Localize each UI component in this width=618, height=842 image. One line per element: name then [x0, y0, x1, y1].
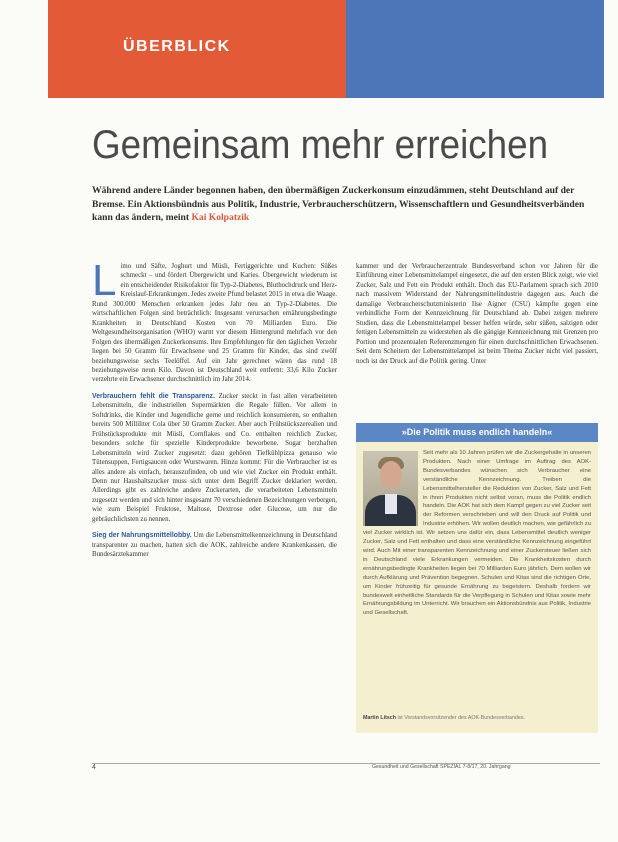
lead-text: Während andere Länder begonnen haben, den übermäßigen Zuckerkonsum einzudämmen, steht Deutschland auf der Bremse. Ein Aktionsbündnis aus Politik, Industrie, Verbraucherschützern, Wissenschaftlern und Gesundheitsverbänden kann das ändern, meint	[92, 185, 585, 223]
paragraph-intro-text: imo und Säfte, Joghurt und Müsli, Fertiggerichte und Kuchen: Süßes schmeckt – und fördert Übergewicht und Karies. Übergewicht wiederum ist ein entscheidender Risikofaktor für Typ-2-Diabetes, Bluthochdruck und Herz-Kreislauf-Erkrankungen. Jedes zweite Pfund belastet 2015 in etwa die Waage. Rund 300.000 Menschen erkranken jedes Jahr neu an Typ-2-Diabetes. Die wirtschaftlichen Folgen sind beträchtlich: Insgesamt verursachen ernährungsbedingte Krankheiten in Deutschland Kosten von 70 Milliarden Euro. Die Weltgesundheitsorganisation (WHO) warnt vor diesem Hintergrund mehrfach vor den Folgen des übermäßigen Zuckerkonsums. Ihre Empfehlungen für den täglichen Verzehr liegen bei 50 Gramm für Erwachsene und 25 Gramm für Kinder, das sind zwölf beziehungsweise sechs Teelöffel. Auf ein Jahr gerechnet wären das rund 18 beziehungsweise neun Kilo. Davon ist Deutschland weit entfernt: 33,6 Kilo Zucker verzehrte ein Erwachsener durchschnittlich im Jahr 2014.	[92, 263, 337, 384]
page-number: 4	[92, 764, 96, 771]
subhead-lobby: Sieg der Nahrungsmittellobby.	[92, 532, 192, 540]
paragraph-column-2: kammer und der Verbraucherzentrale Bundesverband schon vor Jahren für die Einführung einer Lebensmittelampel eingesetzt, die auf den ersten Blick zeigt, wie viel Zucker, Salz und Fett ein Produkt enthält. Doch das EU-Parlament sprach sich 2010 nach massivem Widerstand der Nahrungsmittelindustrie dagegen aus. Auch die damalige Verbraucherschutzministerin Ilse Aigner (CSU) kämpfte gegen eine verbindliche Form der Kennzeichnung für Deutschland ab. Dabei zeigen mehrere Studien, dass die Lebensmittelampel besser helfen würde, sehr süßen, salzigen oder fettigen Lebensmitteln zu widerstehen als die gängige Kennzeichnung mit Grenzen pro Portion und prozentualen Referenzmengen für einen durchschnittlichen Erwachsenen. Seit dem Scheitern der Lebensmittelampel ist beim Thema Zucker nicht viel passiert, noch ist der Druck auf die Politik gering. Unter	[356, 263, 598, 365]
paragraph-intro	[92, 256, 337, 385]
publication-info: Gesundheit und Gesellschaft SPEZIAL 7-8/17, 20. Jahrgang	[372, 764, 511, 770]
quote-box-signature	[363, 715, 591, 721]
quote-box	[356, 423, 598, 733]
article-column-2	[356, 262, 598, 373]
paragraph-lobby-text: Um die Lebensmittelkennzeichnung in Deutschland transparenter zu machen, hatten sich die AOK, zahlreiche andere Krankenkassen, die Bundesärztekammer	[92, 532, 337, 559]
lead-paragraph	[92, 184, 597, 225]
paragraph-transparency-text: Zucker steckt in fast allen verarbeiteten Lebensmitteln, die industriellen Supermärkten die Regale füllen. Vor allem in Softdrinks, die Kinder und Jugendliche gerne und reichlich konsumieren, so enthalten bereits 500 Milliliter Cola über 50 Gramm Zucker. Aber auch Frühstückszerealien und Frühstücksprodukte mit Müsli, Cornflakes und Co. enthalten reichlich Zucker, besonders solche für spezielle Kinderprodukte beworbene. Sogar herzhaften Lebensmitteln wird Zucker zugesetzt: dazu gehören Tiefkühlpizza genauso wie Tütensuppen, Fertigsaucen oder Wurstwaren. Hinzu kommt: Für die Verbraucher ist es alles andere als einfach, herauszufinden, ob und wie viel Zucker ein Produkt enthält. Denn nur Haushaltszucker muss sich unter dem Begriff Zucker deklariert werden. Allerdings gibt es zahlreiche andere Zuckerarten, die verarbeiteten Lebensmitteln zugesetzt werden und sich hinter insgesamt 70 verschiedenen Bezeichnungen verbergen, wie zum Beispiel Fruktose, Maltose, Dextrose oder Glucose, um nur die gebräuchlichsten zu nennen.	[92, 392, 337, 523]
signature-name: Martin Litsch	[363, 715, 396, 721]
dropcap: L	[92, 256, 117, 305]
headline: Gemeinsam mehr erreichen	[92, 123, 549, 167]
footer-rule	[92, 763, 600, 764]
section-label: ÜBERBLICK	[123, 38, 231, 55]
article-column-1	[92, 256, 337, 567]
subhead-transparency: Verbrauchern fehlt die Transparenz.	[92, 392, 215, 400]
quote-box-heading: »Die Politik muss endlich handeln«	[356, 423, 598, 442]
paragraph-transparency	[92, 392, 337, 524]
quote-box-text: Seit mehr als 10 Jahren prüfen wir die Zuckergehalte in unseren Produkten. Nach einer Umfrage im Auftrag des AOK-Bundesverbandes wünschen sich Verbraucher eine verständliche Kennzeichnung. Treiben die Lebensmittelhersteller die Reduktion von Zucker, Salz und Fett in ihren Produkten nicht selbst voran, muss die Politik endlich handeln. Die AOK hat sich dem Kampf gegen zu viel Zucker seit der Reformen verschrieben und will den Druck auf Politik und Industrie erhöhen. Wir wollen deutlich machen, wie gefährlich zu viel Zucker wirklich ist. Wir setzen uns dafür ein, dass Lebensmittel deutlich weniger Zucker, Salz und Fett enthalten und dass eine verständliche Kennzeichnung eingeführt wird. Auch Mit einer transparenten Kennzeichnung und einer Zuckersteuer ließen sich in Deutschland viele Erkrankungen vermeiden. Die Krankheitskosten durch ernährungsbedingte Krankheiten liegen bei 70 Milliarden Euro jährlich. Dem wollen wir durch Aufklärung und Prävention begegnen. Schulen und Kitas sind die richtigen Orte, um Kinder frühzeitig für gesunde Ernährung zu begeistern. Deshalb fordern wir bundesweit einheitliche Standards für die Verpflegung in Schulen und Kitas sowie mehr Ernährungsbildung im Unterricht. Wir brauchen ein Aktionsbündnis aus Politik, Industrie und Gesellschaft.	[363, 450, 591, 617]
author-name: Kai Kolpatzik	[191, 212, 250, 223]
header-band-red	[48, 0, 346, 98]
portrait-photo	[363, 451, 418, 526]
header-band-blue	[346, 0, 604, 98]
signature-role: ist Vorstandsvorsitzender des AOK-Bundesverbandes.	[397, 715, 525, 721]
paragraph-lobby	[92, 531, 337, 559]
